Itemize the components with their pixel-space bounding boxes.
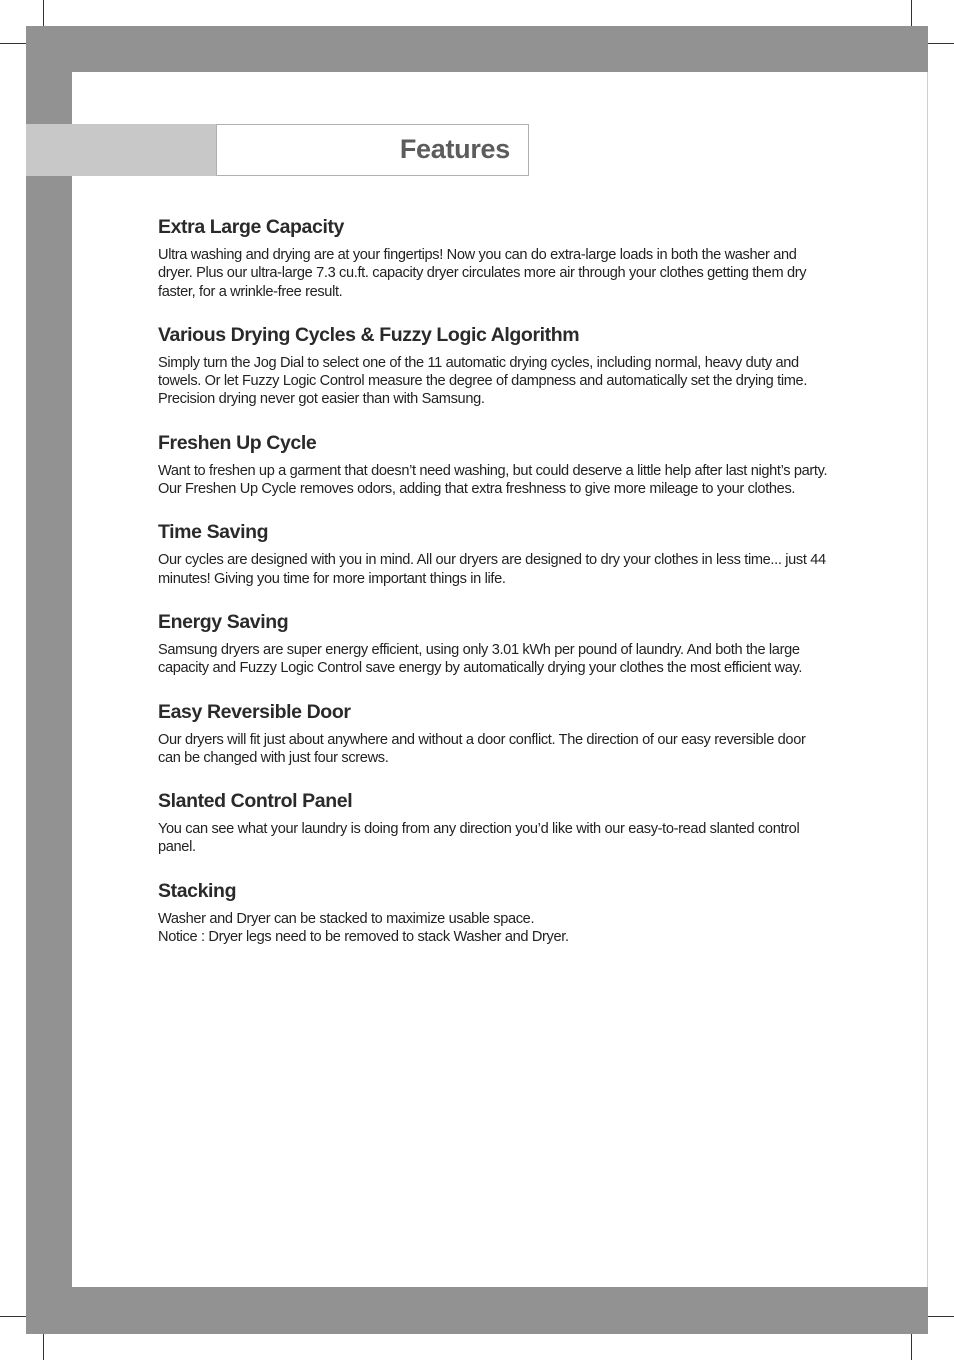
features-content <box>158 214 828 967</box>
feature-section <box>158 788 828 857</box>
page-frame-right <box>927 72 928 1287</box>
feature-section <box>158 322 828 409</box>
feature-description <box>158 731 828 768</box>
feature-section <box>158 609 828 678</box>
feature-description-line: Washer and Dryer can be stacked to maximize usable space. <box>158 910 535 927</box>
feature-heading: Energy Saving <box>158 610 289 633</box>
feature-description <box>158 246 828 301</box>
feature-description-line: You can see what your laundry is doing from any direction you’d like with our easy-to-read slanted control panel. <box>158 821 800 856</box>
feature-section <box>158 878 828 947</box>
title-tab-accent <box>26 124 216 176</box>
feature-description <box>158 820 828 857</box>
crop-mark <box>928 1316 954 1317</box>
feature-description-line: Simply turn the Jog Dial to select one of the 11 automatic drying cycles, including normal, heavy duty and towels. Or let Fuzzy Logic Control measure the degree of dampness and automatically set the drying time. Precision drying never got easier than with Samsung. <box>158 354 808 408</box>
feature-heading: Stacking <box>158 879 237 902</box>
page-frame-left <box>26 26 72 1334</box>
feature-heading: Extra Large Capacity <box>158 216 345 238</box>
feature-description <box>158 910 828 947</box>
page-title: Features <box>399 134 510 164</box>
crop-mark <box>43 0 44 26</box>
feature-heading: Freshen Up Cycle <box>158 431 317 454</box>
feature-heading: Time Saving <box>158 521 269 544</box>
feature-section <box>158 430 828 499</box>
crop-mark <box>0 43 26 44</box>
feature-heading: Easy Reversible Door <box>158 700 351 723</box>
crop-mark <box>928 43 954 44</box>
page-frame-bottom <box>26 1287 928 1334</box>
feature-description-line: Want to freshen up a garment that doesn’t need washing, but could deserve a little help after last night’s party. Our Freshen Up Cycle removes odors, adding that extra freshness to give more mileage to your clothes. <box>158 462 828 498</box>
feature-heading: Slanted Control Panel <box>158 790 353 813</box>
feature-description <box>158 462 828 499</box>
page-frame-top <box>26 26 928 72</box>
feature-description-line: Samsung dryers are super energy efficient, using only 3.01 kWh per pound of laundry. And both the large capacity and Fuzzy Logic Control save energy by automatically drying your clothes the most efficient way. <box>158 641 803 677</box>
crop-mark <box>911 1334 912 1360</box>
feature-section <box>158 519 828 588</box>
crop-mark <box>0 1316 26 1317</box>
feature-section <box>158 699 828 768</box>
feature-description <box>158 641 828 678</box>
feature-description-line: Notice : Dryer legs need to be removed to stack Washer and Dryer. <box>158 929 569 946</box>
feature-description-line: Our dryers will fit just about anywhere and without a door conflict. The direction of our easy reversible door can be changed with just four screws. <box>158 731 806 766</box>
feature-heading: Various Drying Cycles & Fuzzy Logic Algorithm <box>158 323 580 346</box>
feature-description-line: Our cycles are designed with you in mind. All our dryers are designed to dry your clothes in less time... just 44 minutes! Giving you time for more important things in life. <box>158 552 826 587</box>
feature-section <box>158 214 828 301</box>
feature-description-line: Ultra washing and drying are at your fingertips! Now you can do extra-large loads in both the washer and dryer. Plus our ultra-large 7.3 cu.ft. capacity dryer circulates more air through your clothes getting them dry faster, for a wrinkle-free result. <box>158 247 807 300</box>
feature-description <box>158 354 828 409</box>
feature-description <box>158 551 828 588</box>
title-tab <box>216 124 529 176</box>
crop-mark <box>43 1334 44 1360</box>
crop-mark <box>911 0 912 26</box>
